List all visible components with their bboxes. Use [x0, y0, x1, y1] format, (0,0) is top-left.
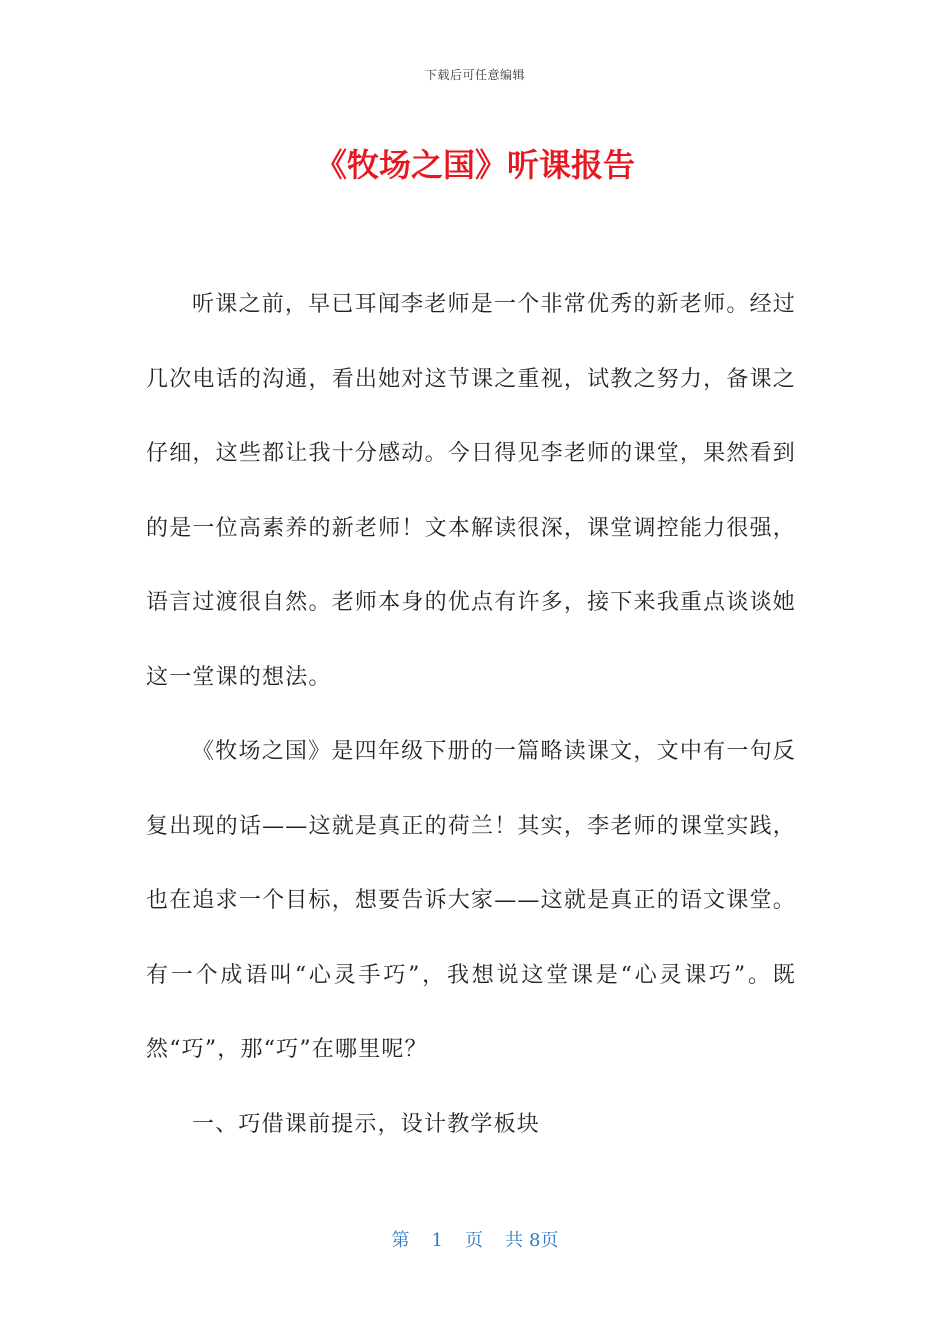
footer-total-prefix: 共: [505, 1230, 523, 1251]
footer-prefix: 第: [391, 1230, 410, 1251]
footer-total-pages: 8页: [529, 1230, 559, 1251]
header-note: 下载后可任意编辑: [424, 68, 525, 82]
section-heading-1: 一、巧借课前提示，设计教学板块: [192, 1111, 541, 1137]
footer-page-word: 页: [465, 1230, 483, 1251]
footer-page-number: 1: [431, 1230, 443, 1251]
page-footer: [0, 1226, 950, 1252]
document-title: 《牧场之国》听课报告: [314, 146, 635, 184]
paragraph-1: 听课之前，早已耳闻李老师是一个非常优秀的新老师。经过几次电话的沟通，看出她对这节课之重视，试教之努力，备课之仔细，这些都让我十分感动。今日得见李老师的课堂，果然看到的是一位高素养的新老师！文本解读很深，课堂调控能力很强，语言过渡很自然。老师本身的优点有许多，接下来我重点谈谈她这一堂课的想法。: [146, 292, 796, 690]
paragraph-2: 《牧场之国》是四年级下册的一篇略读课文，文中有一句反复出现的话——这就是真正的荷兰！其实，李老师的课堂实践，也在追求一个目标，想要告诉大家——这就是真正的语文课堂。有一个成语叫“心灵手巧”，我想说这堂课是“心灵课巧”。既然“巧”，那“巧”在哪里呢？: [146, 739, 796, 1062]
document-body: [146, 268, 796, 1162]
